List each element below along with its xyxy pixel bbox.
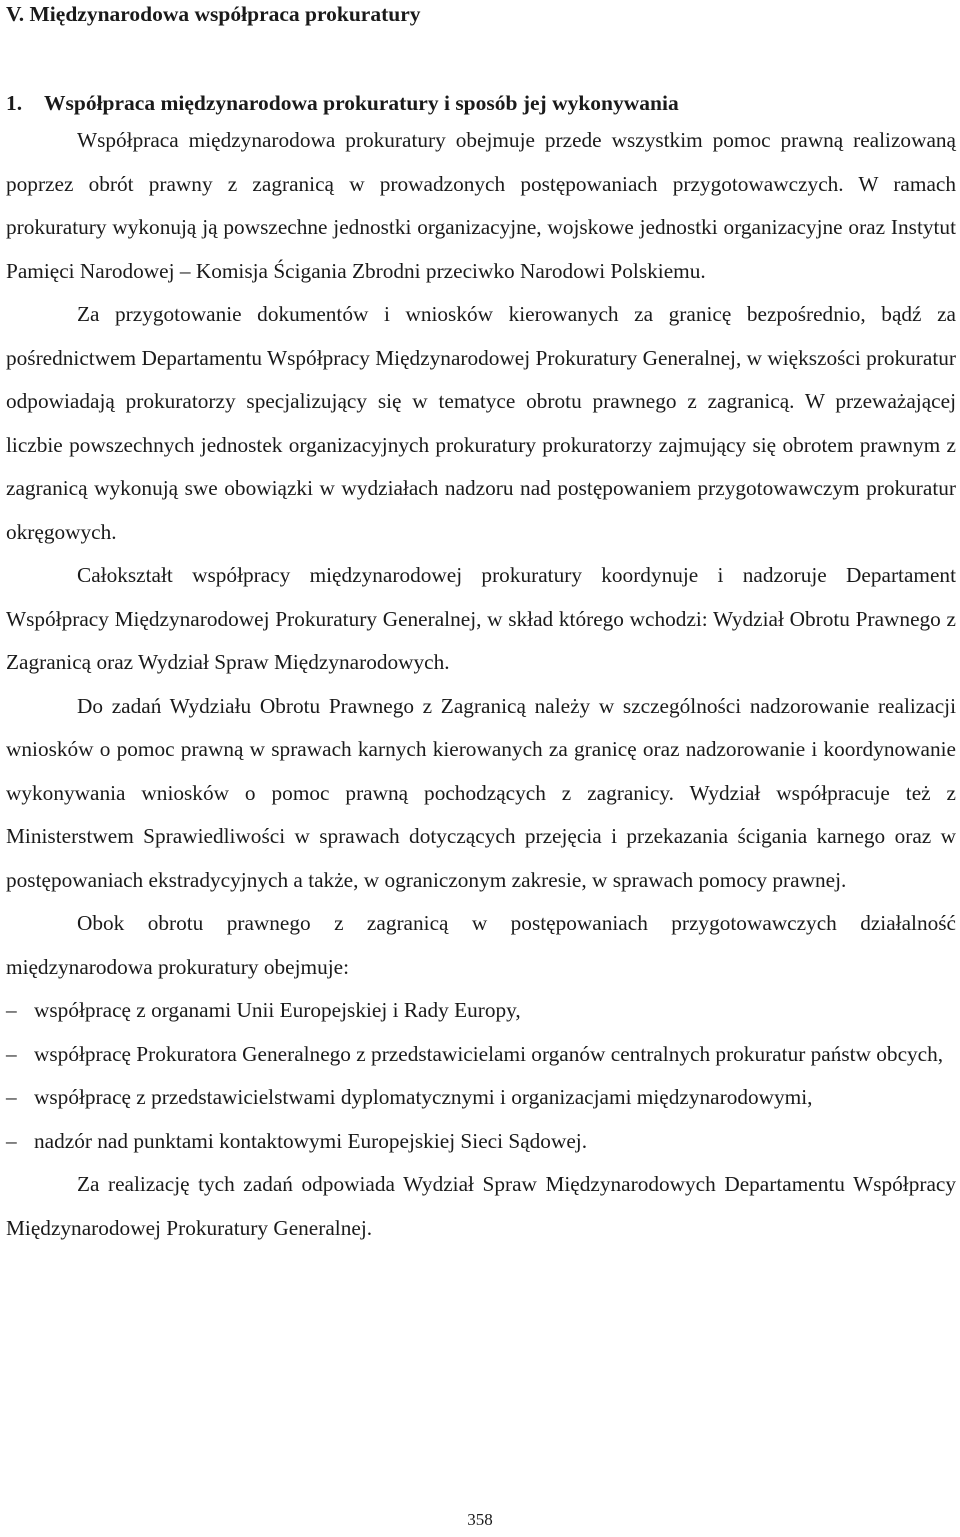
list-item-text: współpracę z przedstawicielstwami dyplomatycznymi i organizacjami międzynarodowymi, bbox=[34, 1085, 813, 1109]
paragraph: Za przygotowanie dokumentów i wniosków kierowanych za granicę bezpośrednio, bądź za pośrednictwem Departamentu Współpracy Międzynarodowej Prokuratury Generalnej, w większości prokuratur odpowiadają prokuratorzy specjalizujący się w tematyce obrotu prawnego z zagranicą. W przeważającej liczbie powszechnych jednostek organizacyjnych prokuratury prokuratorzy zajmujący się obrotem prawnym z zagranicą wykonują swe obowiązki w wydziałach nadzoru nad postępowaniem przygotowawczym prokuratur okręgowych. bbox=[6, 302, 956, 544]
section-title: Współpraca międzynarodowa prokuratury i sposób jej wykonywania bbox=[44, 91, 679, 115]
paragraph: Do zadań Wydziału Obrotu Prawnego z Zagranicą należy w szczególności nadzorowanie realizacji wniosków o pomoc prawną w sprawach karnych kierowanych za granicę oraz nadzorowanie i koordynowanie wykonywania wniosków o pomoc prawną pochodzących z zagranicy. Wydział współpracuje też z Ministerstwem Sprawiedliwości w sprawach dotyczących przejęcia i przekazania ścigania karnego oraz w postępowaniach ekstradycyjnych a także, w ograniczonym zakresie, w sprawach pomocy prawnej. bbox=[6, 693, 956, 892]
chapter-title: V. Międzynarodowa współpraca prokuratury bbox=[6, 2, 421, 26]
list-marker: – bbox=[6, 1128, 17, 1153]
list-item bbox=[6, 1076, 956, 1120]
document-page bbox=[6, 0, 956, 1250]
list-item-text: współpracę z organami Unii Europejskiej i Rady Europy, bbox=[34, 998, 521, 1022]
list-item bbox=[6, 1120, 956, 1164]
document-body bbox=[6, 119, 956, 1250]
list-marker: – bbox=[6, 1041, 17, 1066]
list-marker: – bbox=[6, 998, 17, 1022]
closing-paragraph: Za realizację tych zadań odpowiada Wydział Spraw Międzynarodowych Departamentu Współpracy Międzynarodowej Prokuratury Generalnej. bbox=[6, 1172, 956, 1240]
list-item bbox=[6, 1033, 956, 1077]
list-item-text: współpracę Prokuratora Generalnego z przedstawicielami organów centralnych prokuratur państw obcych, bbox=[34, 1041, 944, 1066]
list-item-text: nadzór nad punktami kontaktowymi Europejskiej Sieci Sądowej. bbox=[34, 1128, 588, 1153]
page-number: 358 bbox=[467, 1510, 493, 1529]
section-number: 1. bbox=[6, 91, 23, 115]
activity-list bbox=[6, 989, 956, 1163]
list-marker: – bbox=[6, 1085, 17, 1109]
paragraph: Obok obrotu prawnego z zagranicą w postępowaniach przygotowawczych działalność międzynarodowa prokuratury obejmuje: bbox=[6, 911, 956, 979]
paragraph: Całokształt współpracy międzynarodowej prokuratury koordynuje i nadzoruje Departament Współpracy Międzynarodowej Prokuratury Generalnej, w skład którego wchodzi: Wydział Obrotu Prawnego z Zagranicą oraz Wydział Spraw Międzynarodowych. bbox=[6, 563, 956, 674]
paragraph: Współpraca międzynarodowa prokuratury obejmuje przede wszystkim pomoc prawną realizowaną poprzez obrót prawny z zagranicą w prowadzonych postępowaniach przygotowawczych. W ramach prokuratury wykonują ją powszechne jednostki organizacyjne, wojskowe jednostki organizacyjne oraz Instytut Pamięci Narodowej – Komisja Ścigania Zbrodni przeciwko Narodowi Polskiemu. bbox=[6, 128, 956, 283]
section-heading bbox=[6, 89, 956, 117]
list-item bbox=[6, 989, 956, 1033]
